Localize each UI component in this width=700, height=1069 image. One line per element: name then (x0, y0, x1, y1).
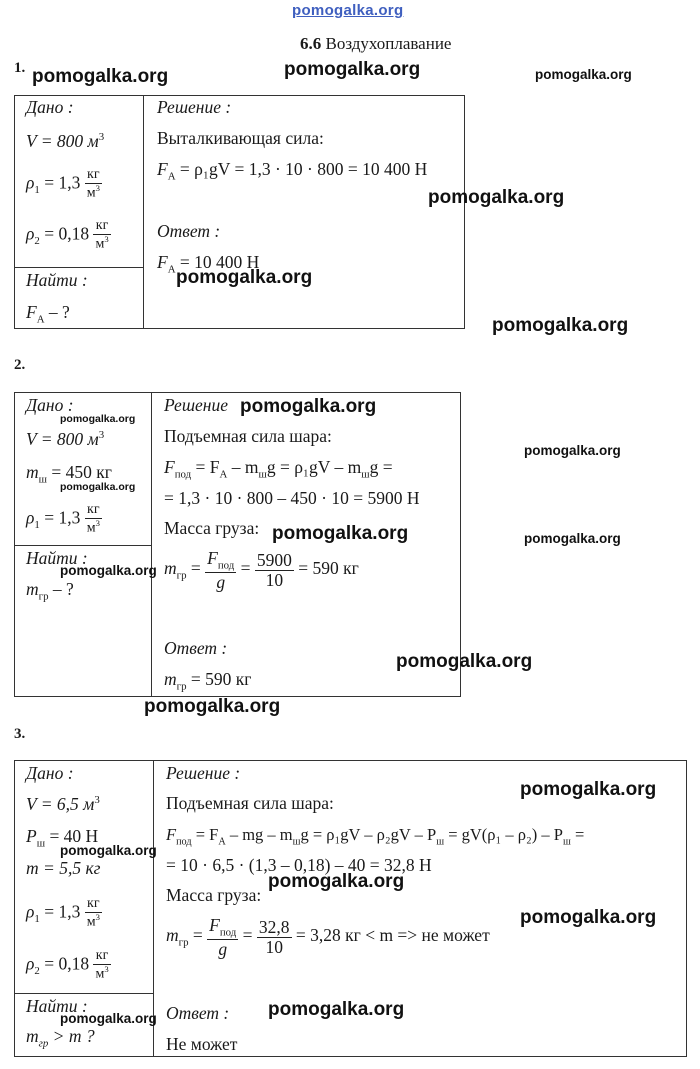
watermark: pomogalka.org (60, 413, 136, 425)
find-label: Найти : (26, 548, 88, 568)
watermark: pomogalka.org (272, 523, 409, 544)
p3-frac-2: $\frac{32,8}{10}$ (258, 917, 290, 957)
p3-solution-text: Подъемная сила шара: (166, 793, 334, 813)
p1-formula: $F_A = \rho_1gV = 1,3 \cdot 10 \cdot 800 = 10$ 400 Н (157, 159, 428, 183)
p3-given-rho2: $\rho_2 = 0,18$ $\frac{кг}{м^3}$ (26, 948, 109, 982)
p1-rho2-unit (93, 219, 110, 252)
watermark: pomogalka.org (520, 779, 657, 800)
problem-1-divider (143, 95, 144, 329)
problem-1-find-divider (14, 267, 144, 268)
p2-given-rho1: $\rho_1 = 1,3$ $\frac{кг}{м^3}$ (26, 502, 100, 536)
watermark: pomogalka.org (176, 267, 313, 288)
p1-find (26, 302, 70, 326)
watermark: pomogalka.org (60, 481, 136, 493)
p3-given-mass: m = 5,5 кг (26, 858, 101, 878)
p2-find: $m_{гр}$ – ? (26, 579, 74, 603)
p1-solution-text: Выталкивающая сила: (157, 128, 324, 148)
unit-denominator: $м^3$ (86, 182, 100, 201)
watermark: pomogalka.org (520, 907, 657, 928)
watermark: pomogalka.org (492, 315, 629, 336)
unit-numerator: кг (85, 168, 102, 184)
p2-solution-text-2: Масса груза: (164, 518, 260, 538)
watermark: pomogalka.org (60, 563, 157, 578)
p3-find: $m_{гр} > m$ ? (26, 1026, 95, 1050)
p2-answer-title: Ответ : (164, 638, 228, 658)
p3-formula-3: $m_{гр}$ = $\frac{F_{под}}{g}$ = $\frac{32,8}{10}$ = 3,28 кг < m => не может (166, 915, 490, 959)
p2-solution-title: Решение (164, 395, 229, 415)
p3-rho2-unit: $\frac{кг}{м^3}$ (95, 948, 109, 982)
problem-2-number: 2. (14, 357, 26, 373)
p3-answer-title: Ответ : (166, 1003, 230, 1023)
watermark: pomogalka.org (268, 871, 405, 892)
p2-frac-1: $\frac{F_{под}}{g}$ (207, 548, 235, 592)
p1-rho1-unit (85, 168, 102, 201)
given-label: Дано : (26, 763, 74, 783)
p1-rho2-sub: 2 (34, 235, 40, 248)
watermark: pomogalka.org (428, 187, 565, 208)
watermark: pomogalka.org (268, 999, 405, 1020)
problem-3-find-divider (14, 993, 154, 994)
p2-given-mass-shell: $m_ш = 450$ кг (26, 462, 112, 486)
p1-find-tail: – ? (44, 302, 70, 322)
p2-formula-3: $m_{гр}$ = $\frac{F_{под}}{g}$ = $\frac{5900}{10}$ = 590 кг (164, 548, 359, 592)
p2-formula-2: = 1,3 · 10 · 800 – 450 · 10 = 5900 Н (164, 488, 420, 508)
given-label: Дано : (26, 97, 74, 117)
p2-answer: $m_{гр} = 590$ кг (164, 669, 252, 693)
p3-given-weight: $P_ш = 40$ Н (26, 826, 99, 850)
find-label: Найти : (26, 996, 88, 1016)
problem-3-number: 3. (14, 726, 26, 742)
p1-find-sub: A (36, 313, 45, 326)
p1-volume-text: V = 800 м (26, 131, 99, 151)
header-watermark[interactable]: pomogalka.org (292, 2, 404, 19)
p3-formula-2: = 10 · 6,5 · (1,3 – 0,18) – 40 = 32,8 Н (166, 855, 432, 875)
unit-numerator: кг (93, 219, 110, 235)
problem-2-find-divider (14, 545, 152, 546)
p3-frac-1: $\frac{F_{под}}{g}$ (209, 915, 237, 959)
p1-rho2-value: = 0,18 (44, 223, 90, 244)
p1-answer-title: Ответ : (157, 221, 221, 241)
given-label: Дано : (26, 395, 74, 415)
watermark: pomogalka.org (60, 1011, 157, 1026)
p1-rho1-value: = 1,3 (44, 172, 81, 193)
p2-rho1-unit: $\frac{кг}{м^3}$ (86, 502, 100, 536)
find-label: Найти : (26, 270, 88, 290)
watermark: pomogalka.org (524, 531, 621, 546)
unit-denominator: $м^3$ (95, 233, 109, 252)
p1-solution-title: Решение : (157, 97, 232, 117)
p1-answer: $F_A = 10$ 400 Н (157, 252, 260, 276)
section-number: 6.6 (300, 34, 322, 53)
p1-find-symbol: F (26, 302, 37, 322)
p2-formula-1: $F_{под} = F_A - m_шg = \rho_1gV - m_шg$ = (164, 457, 393, 481)
watermark: pomogalka.org (144, 696, 281, 717)
watermark: pomogalka.org (535, 67, 632, 82)
p3-solution-title: Решение : (166, 763, 241, 783)
watermark: pomogalka.org (240, 396, 377, 417)
p3-rho1-unit: $\frac{кг}{м^3}$ (86, 896, 100, 930)
p1-volume-exp: 3 (98, 131, 105, 144)
p3-formula-1: $F_{под} = F_A$ – mg – $m_шg = \rho_1gV - \rho_2gV - P_ш = gV(\rho_1 - \rho_2) - P_ш$ = (166, 825, 585, 848)
section-name: Воздухоплавание (325, 34, 452, 53)
p2-solution-text: Подъемная сила шара: (164, 426, 332, 446)
p3-given-rho1: $\rho_1 = 1,3$ $\frac{кг}{м^3}$ (26, 896, 100, 930)
section-title (300, 34, 451, 54)
problem-1-number: 1. (14, 60, 26, 76)
p1-rho1-sub: 1 (34, 184, 40, 197)
watermark: pomogalka.org (32, 66, 169, 87)
p3-given-volume: V = 6,5 $м^3$ (26, 794, 100, 814)
p3-solution-text-2: Масса груза: (166, 885, 262, 905)
p3-answer: Не может (166, 1034, 238, 1054)
watermark: pomogalka.org (60, 843, 157, 858)
watermark: pomogalka.org (396, 651, 533, 672)
p1-given-rho1 (26, 168, 102, 201)
p2-frac-2: $\frac{5900}{10}$ (256, 550, 292, 590)
p2-given-volume: V = 800 $м^3$ (26, 429, 105, 449)
p1-given-volume (26, 131, 104, 152)
watermark: pomogalka.org (524, 443, 621, 458)
p1-rho1-symbol: ρ (26, 172, 35, 193)
watermark: pomogalka.org (284, 59, 421, 80)
p1-given-rho2 (26, 219, 111, 252)
p1-rho2-symbol: ρ (26, 223, 35, 244)
